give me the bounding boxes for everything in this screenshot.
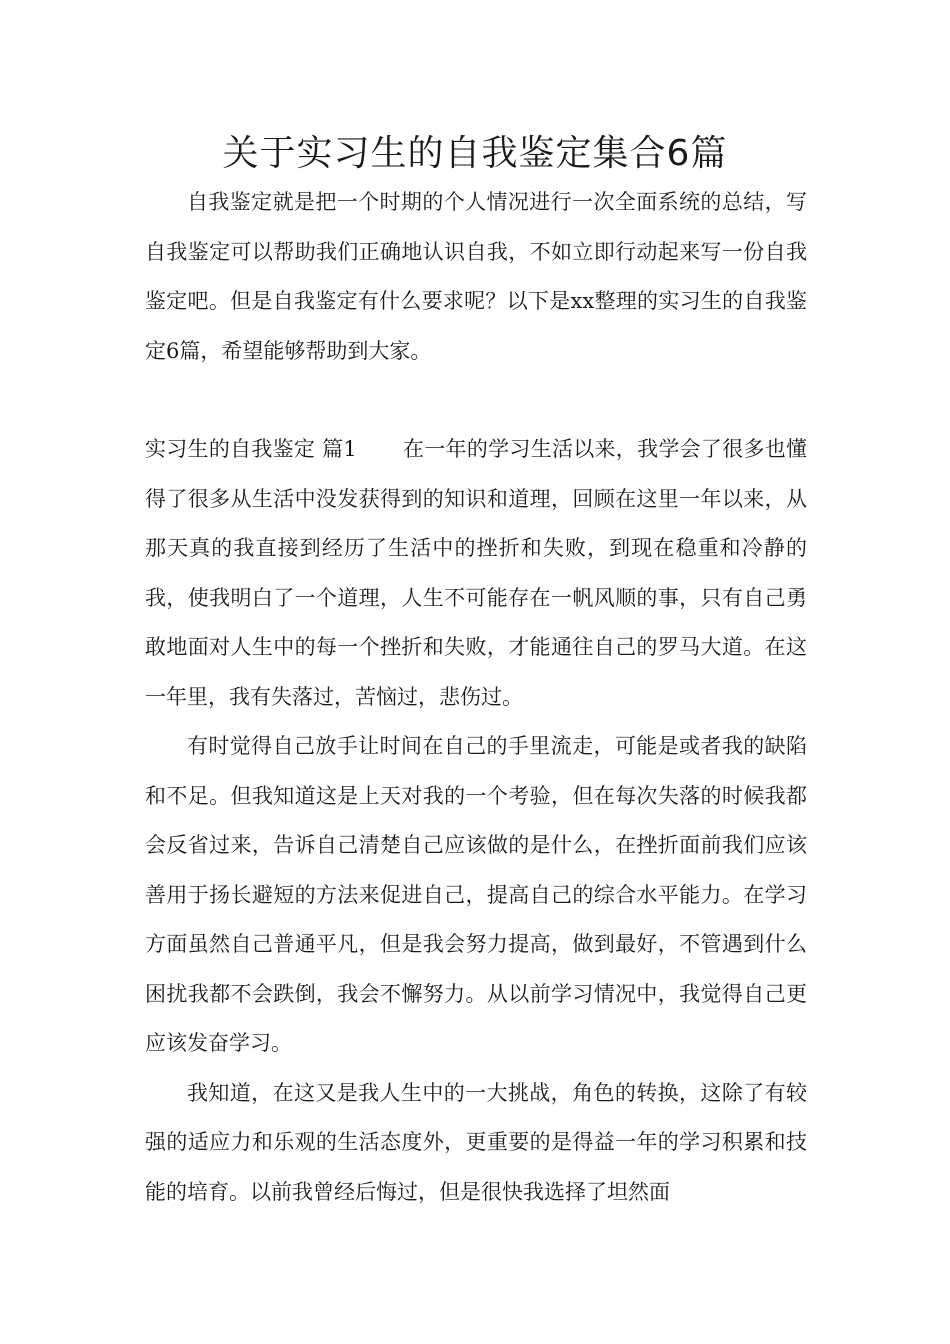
- section-1-paragraph-2: 有时觉得自己放手让时间在自己的手里流走，可能是或者我的缺陷和不足。但我知道这是上天对我的一个考验，但在每次失落的时候我都会反省过来，告诉自己清楚自己应该做的是什么，在挫折面前我们应该善用于扬长避短的方法来促进自己，提高自己的综合水平能力。在学习方面虽然自己普通平凡，但是我会努力提高，做到最好，不管遇到什么困扰我都不会跌倒，我会不懈努力。从以前学习情况中，我觉得自己更应该发奋学习。: [145, 734, 807, 1055]
- intro-section: [145, 178, 807, 376]
- document-title: 关于实习生的自我鉴定集合6篇: [222, 133, 728, 174]
- section-1-first-paragraph: [145, 425, 807, 722]
- section-1-paragraph-3: 我知道，在这又是我人生中的一大挑战，角色的转换，这除了有较强的适应力和乐观的生活态度外，更重要的是得益一年的学习积累和技能的培育。以前我曾经后悔过，但是很快我选择了坦然面: [145, 1080, 807, 1204]
- section-1-first-text: 在一年的学习生活以来，我学会了很多也懂得了很多从生活中没发获得到的知识和道理，回顾在这里一年以来，从那天真的我直接到经历了生活中的挫折和失败，到现在稳重和冷静的我，使我明白了一个道理，人生不可能存在一帆风顺的事，只有自己勇敢地面对人生中的每一个挫折和失败，才能通往自己的罗马大道。在这一年里，我有失落过，苦恼过，悲伤过。: [145, 437, 807, 709]
- intro-paragraph: 自我鉴定就是把一个时期的个人情况进行一次全面系统的总结，写自我鉴定可以帮助我们正确地认识自我，不如立即行动起来写一份自我鉴定吧。但是自我鉴定有什么要求呢？以下是xx整理的实习生的自我鉴定6篇，希望能够帮助到大家。: [145, 190, 807, 363]
- section-1: [145, 425, 807, 1217]
- section-1-heading: 实习生的自我鉴定 篇1: [145, 437, 357, 461]
